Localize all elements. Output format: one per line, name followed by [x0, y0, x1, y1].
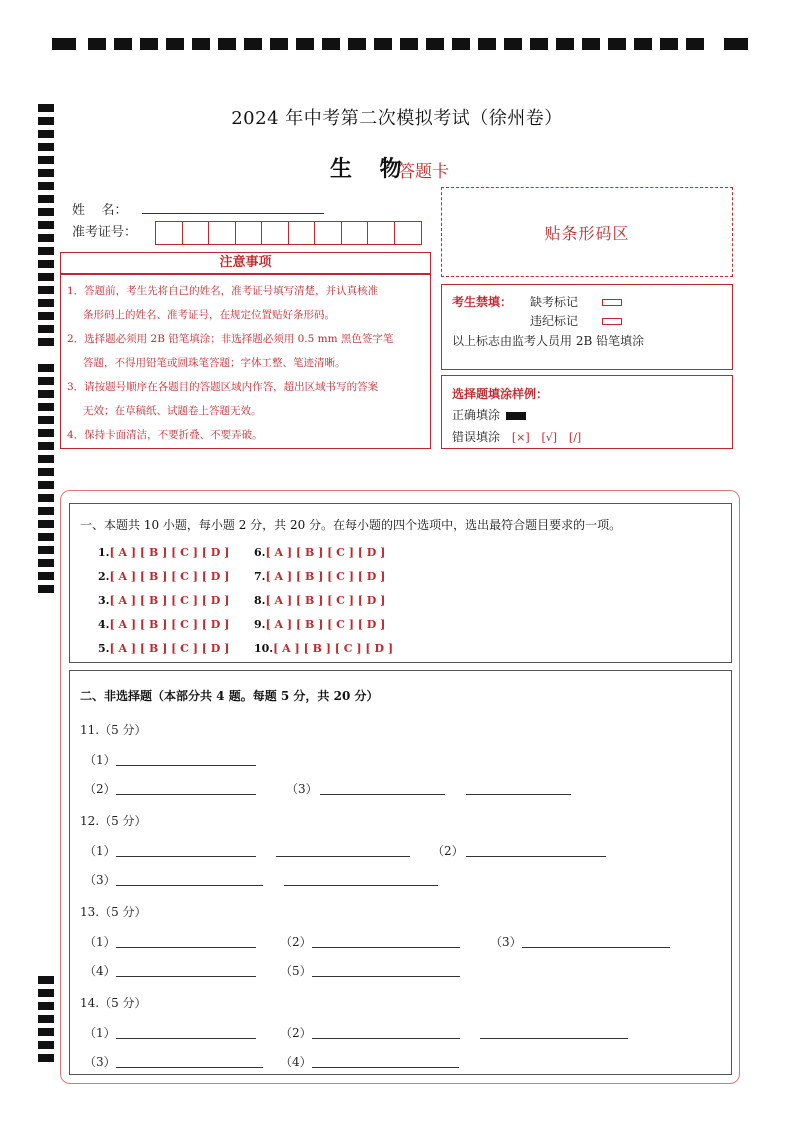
mcq-row[interactable]: [98, 546, 229, 559]
mcq-number: 1.: [98, 546, 110, 559]
notice-line: 2．选择题必须用 2B 铅笔填涂；非选择题必须用 0.5 mm 黑色签字笔: [67, 333, 394, 345]
notice-title: 注意事项: [60, 252, 431, 274]
correct-fill-label: 正确填涂: [452, 408, 501, 422]
mcq-options[interactable]: [ A ] [ B ] [ C ] [ D ]: [265, 570, 386, 583]
mcq-number: 9.: [254, 618, 266, 631]
mcq-number: 5.: [98, 642, 110, 655]
notice-line: 答题，不得用铅笔或圆珠笔答题；字体工整、笔迹清晰。: [83, 357, 346, 369]
id-digit-box[interactable]: [183, 222, 210, 244]
examiner-only-title: 考生禁填：: [452, 295, 513, 309]
blank-label: （2）: [84, 782, 116, 796]
violation-mark-box[interactable]: [602, 318, 622, 325]
mcq-number: 4.: [98, 618, 110, 631]
answer-blank[interactable]: [320, 794, 445, 795]
absent-mark-label: 缺考标记: [530, 295, 579, 309]
violation-mark-label: 违纪标记: [530, 314, 579, 328]
mcq-heading: 一、本题共 10 小题，每小题 2 分，共 20 分。在每小题的四个选项中，选出最符合题目要求的一项。: [80, 518, 622, 532]
notice-line: 3．请按题号顺序在各题目的答题区域内作答，超出区域书写的答案: [67, 381, 379, 393]
id-digit-box[interactable]: [342, 222, 369, 244]
fill-sample-title: 选择题填涂样例：: [452, 387, 549, 401]
id-digit-box[interactable]: [262, 222, 289, 244]
wrong-fill-example: [/]: [568, 431, 582, 444]
mcq-row[interactable]: [98, 618, 229, 631]
mcq-row[interactable]: [254, 642, 393, 655]
mcq-row[interactable]: [254, 594, 385, 607]
name-field[interactable]: [142, 213, 324, 214]
answer-blank[interactable]: [312, 1038, 460, 1039]
answer-blank[interactable]: [116, 947, 256, 948]
answer-blank[interactable]: [116, 976, 256, 977]
notice-line: 无效；在草稿纸、试题卷上答题无效。: [83, 405, 262, 417]
blank-label: （3）: [84, 1055, 116, 1069]
mcq-row[interactable]: [98, 594, 229, 607]
absent-mark-box[interactable]: [602, 299, 622, 306]
exam-id-label: 准考证号：: [72, 225, 138, 240]
id-digit-box[interactable]: [368, 222, 395, 244]
answer-blank[interactable]: [116, 885, 263, 886]
answer-blank[interactable]: [116, 1038, 256, 1039]
question-12-label: 12.（5 分）: [80, 814, 147, 828]
blank-label: （4）: [280, 1055, 312, 1069]
question-14-label: 14.（5 分）: [80, 996, 147, 1010]
correct-fill-example: [506, 412, 526, 420]
fill-sample-box: [441, 375, 733, 449]
answer-blank[interactable]: [284, 885, 438, 886]
mcq-options[interactable]: [ A ] [ B ] [ C ] [ D ]: [273, 642, 394, 655]
notice-line: 条形码上的姓名、准考证号，在规定位置贴好条形码。: [83, 309, 335, 321]
blank-label: （5）: [280, 964, 312, 978]
blank-label: （3）: [490, 935, 522, 949]
subject-name: 生 物: [330, 156, 412, 182]
mcq-row[interactable]: [98, 570, 229, 583]
mcq-number: 6.: [254, 546, 266, 559]
id-digit-box[interactable]: [315, 222, 342, 244]
open-question-section: [69, 670, 732, 1075]
mcq-row[interactable]: [254, 618, 385, 631]
mcq-options[interactable]: [ A ] [ B ] [ C ] [ D ]: [109, 546, 230, 559]
id-digit-box[interactable]: [395, 222, 422, 244]
answer-blank[interactable]: [480, 1038, 628, 1039]
question-13-label: 13.（5 分）: [80, 905, 147, 919]
id-digit-box[interactable]: [236, 222, 263, 244]
answer-blank[interactable]: [466, 856, 606, 857]
open-section-heading: 二、非选择题（本部分共 4 题。每题 5 分，共 20 分）: [80, 689, 379, 703]
barcode-area: [441, 187, 733, 277]
mcq-row[interactable]: [254, 546, 385, 559]
answer-card-label: 答题卡: [398, 162, 449, 182]
blank-label: （1）: [84, 844, 116, 858]
answer-blank[interactable]: [116, 794, 256, 795]
blank-label: （3）: [84, 873, 116, 887]
notice-line: 1．答题前，考生先将自己的姓名，准考证号填写清楚，并认真核准: [67, 285, 379, 297]
mcq-number: 7.: [254, 570, 266, 583]
mcq-row[interactable]: [254, 570, 385, 583]
mcq-options[interactable]: [ A ] [ B ] [ C ] [ D ]: [109, 618, 230, 631]
exam-id-boxes[interactable]: [155, 221, 422, 245]
wrong-fill-example: [×]: [511, 431, 530, 444]
notice-line: 4．保持卡面清洁，不要折叠、不要弄破。: [67, 429, 263, 441]
answer-blank[interactable]: [276, 856, 410, 857]
exam-title: 2024 年中考第二次模拟考试（徐州卷）: [231, 108, 563, 129]
answer-blank[interactable]: [116, 1067, 263, 1068]
top-timing-marks: [52, 38, 748, 52]
mcq-options[interactable]: [ A ] [ B ] [ C ] [ D ]: [265, 546, 386, 559]
mcq-section: [69, 503, 732, 663]
answer-blank[interactable]: [312, 1067, 459, 1068]
mcq-number: 3.: [98, 594, 110, 607]
mcq-options[interactable]: [ A ] [ B ] [ C ] [ D ]: [109, 642, 230, 655]
answer-blank[interactable]: [522, 947, 670, 948]
mcq-options[interactable]: [ A ] [ B ] [ C ] [ D ]: [265, 594, 386, 607]
blank-label: （4）: [84, 964, 116, 978]
id-digit-box[interactable]: [156, 222, 183, 244]
mcq-number: 10.: [254, 642, 274, 655]
answer-blank[interactable]: [466, 794, 571, 795]
blank-label: （3）: [286, 782, 318, 796]
mcq-row[interactable]: [98, 642, 229, 655]
barcode-area-label: 贴条形码区: [544, 223, 630, 243]
answer-blank[interactable]: [116, 856, 256, 857]
wrong-fill-example: [√]: [541, 431, 558, 444]
id-digit-box[interactable]: [289, 222, 316, 244]
question-11-label: 11.（5 分）: [80, 723, 147, 737]
examiner-only-box: [441, 284, 733, 370]
mcq-number: 2.: [98, 570, 110, 583]
blank-label: （2）: [280, 935, 312, 949]
blank-label: （1）: [84, 753, 116, 767]
answer-blank[interactable]: [312, 976, 460, 977]
id-digit-box[interactable]: [209, 222, 236, 244]
mcq-options[interactable]: [ A ] [ B ] [ C ] [ D ]: [109, 594, 230, 607]
notice-box: [60, 274, 431, 449]
name-label: 姓 名：: [72, 203, 128, 218]
mcq-options[interactable]: [ A ] [ B ] [ C ] [ D ]: [109, 570, 230, 583]
answer-blank[interactable]: [312, 947, 460, 948]
wrong-fill-label: 错误填涂: [452, 430, 501, 444]
mcq-options[interactable]: [ A ] [ B ] [ C ] [ D ]: [265, 618, 386, 631]
answer-blank[interactable]: [116, 765, 256, 766]
mcq-number: 8.: [254, 594, 266, 607]
blank-label: （2）: [432, 844, 464, 858]
blank-label: （1）: [84, 935, 116, 949]
blank-label: （2）: [280, 1026, 312, 1040]
examiner-note: 以上标志由监考人员用 2B 铅笔填涂: [452, 334, 645, 348]
blank-label: （1）: [84, 1026, 116, 1040]
